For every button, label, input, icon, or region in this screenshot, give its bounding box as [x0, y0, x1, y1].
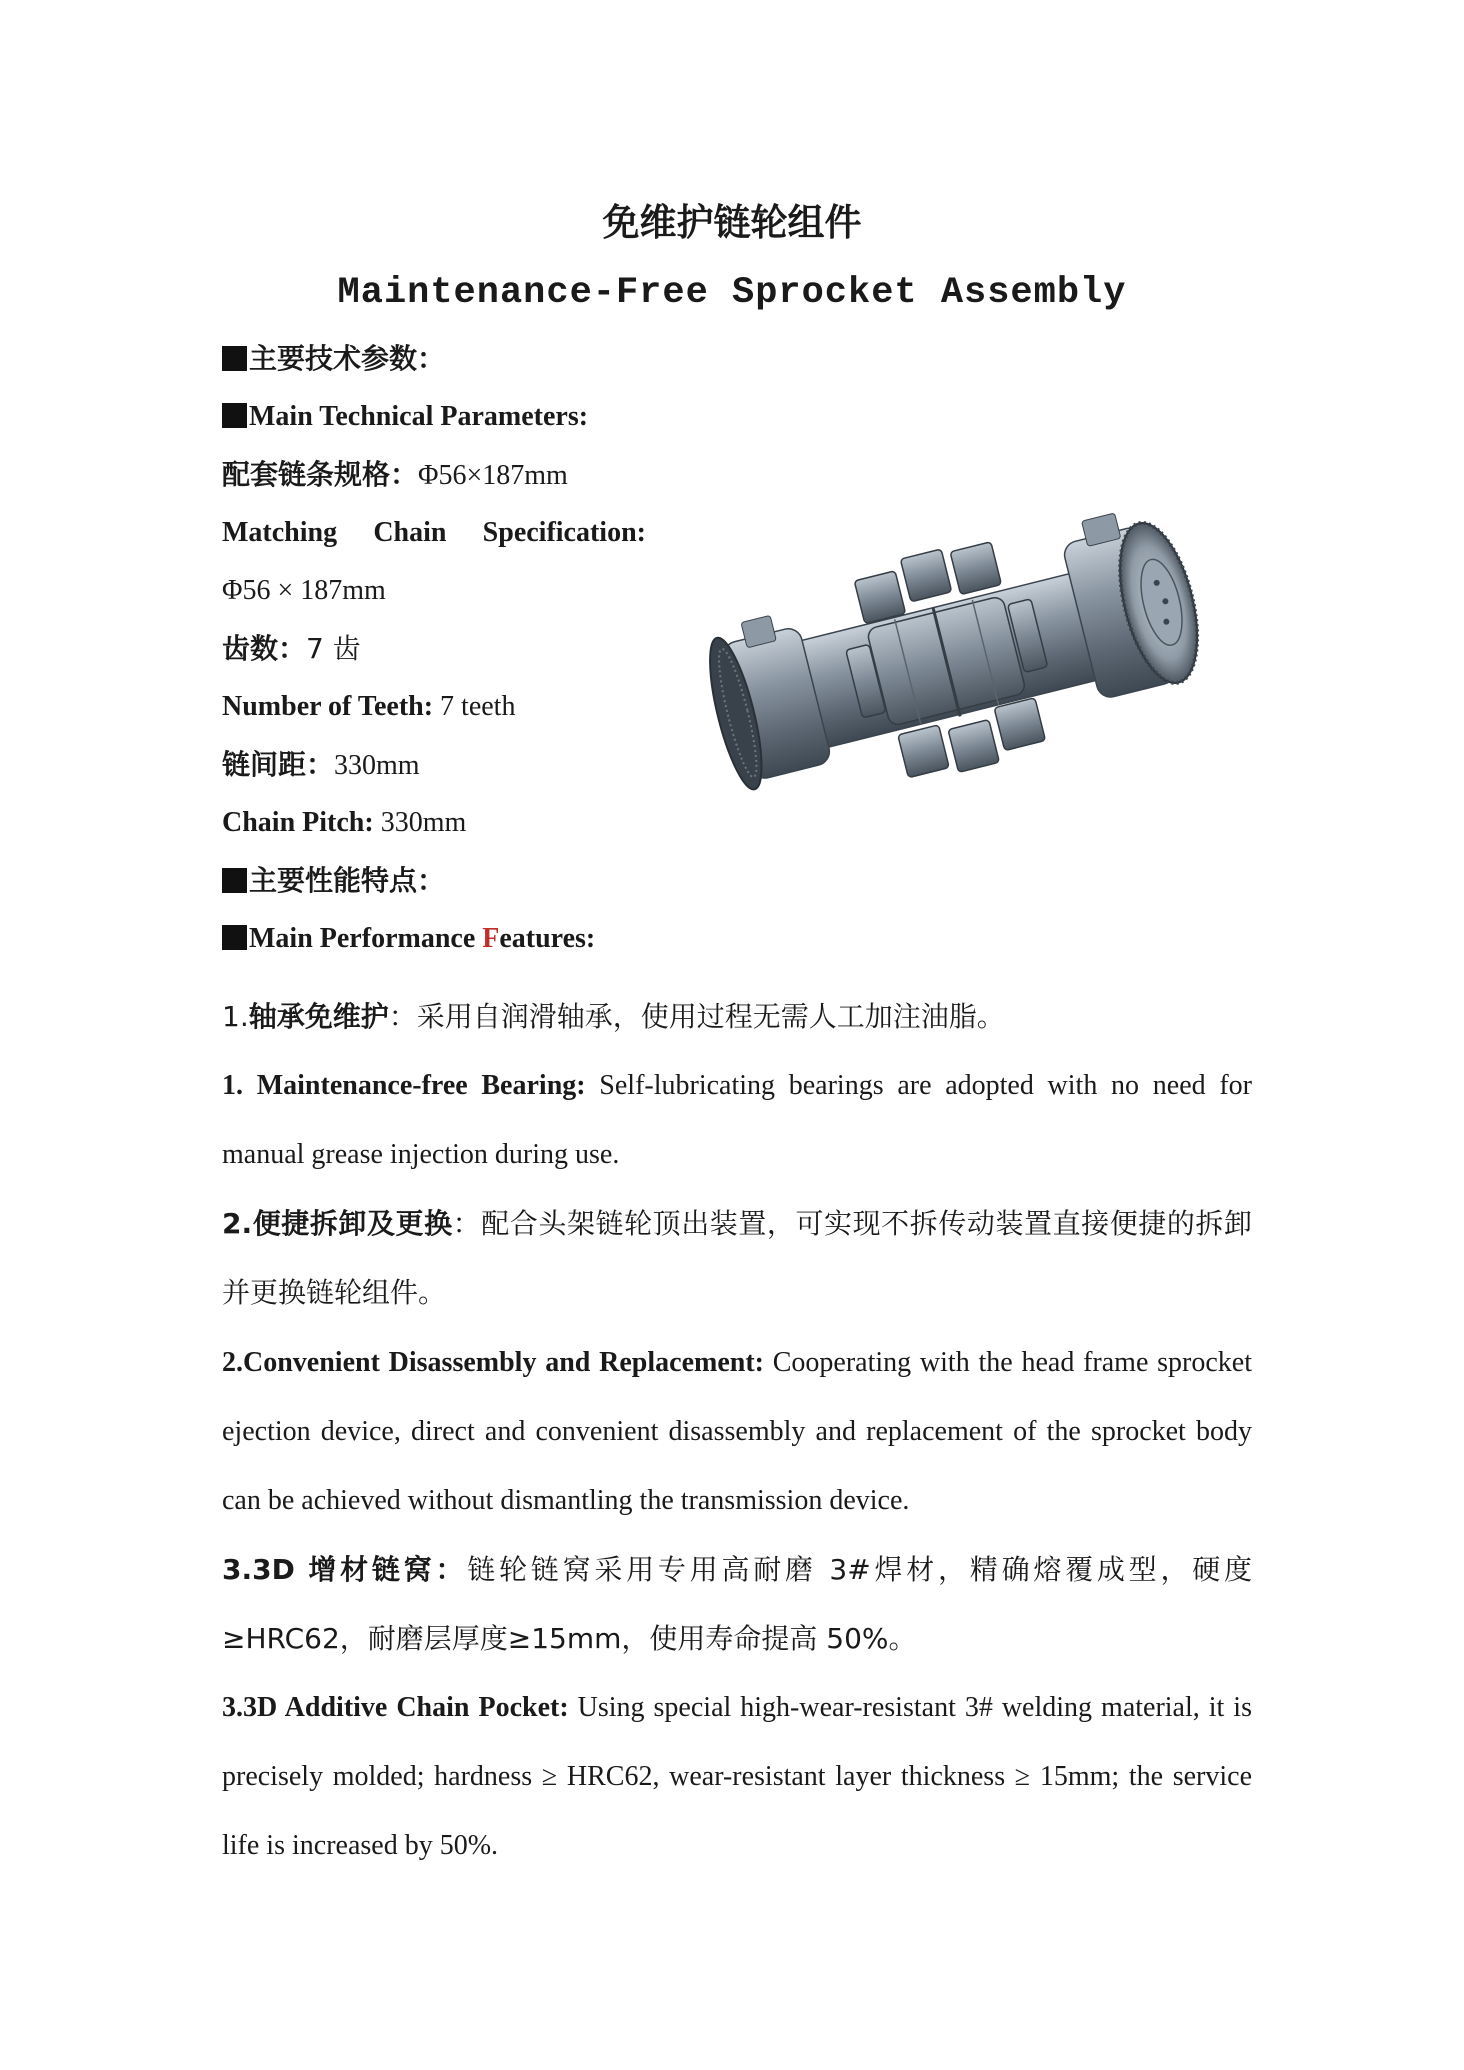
chain-spec-en-value: Φ56 × 187mm [222, 575, 386, 606]
feature-2-en: 2.Convenient Disassembly and Replacement: Cooperating with the head frame sprocket ejection device, direct and convenient disassembly and replacement of the sprocket body can be achieved without dismantling the transmission device. [222, 1347, 1252, 1516]
feature-3-cn: 3.3D 增材链窝：链轮链窝采用专用高耐磨 3#焊材，精确熔覆成型，硬度≥HRC62，耐磨层厚度≥15mm，使用寿命提高 50%。 [222, 1553, 1252, 1655]
feature-3-en: 3.3D Additive Chain Pocket: Using special high-wear-resistant 3# welding material, it is precisely molded; hardness ≥ HRC62, wear-resistant layer thickness ≥ 15mm; the service life is increased by 50%. [222, 1692, 1252, 1861]
params-heading-cn: 主要技术参数： [222, 342, 445, 376]
params-heading-en: Main Technical Parameters: [222, 400, 588, 434]
feature-1-en: 1. Maintenance-free Bearing: Self-lubricating bearings are adopted with no need for manual grease injection during use. [222, 1070, 1252, 1170]
teeth-en: Number of Teeth: 7 teeth [222, 691, 516, 722]
chain-spec-cn: 配套链条规格：Φ56×187mm [222, 458, 568, 491]
square-bullet-icon [222, 346, 247, 371]
sprocket-assembly-image [700, 495, 1200, 815]
square-bullet-icon [222, 925, 247, 950]
square-bullet-icon [222, 403, 247, 428]
feature-2-cn: 2.便捷拆卸及更换：配合头架链轮顶出装置，可实现不拆传动装置直接便捷的拆卸并更换链轮组件。 [222, 1207, 1252, 1309]
features-heading-cn: 主要性能特点： [222, 864, 445, 898]
features-heading-en: Main Performance Features: [222, 922, 595, 956]
pitch-en: Chain Pitch: 330mm [222, 807, 467, 838]
title-english: Maintenance-Free Sprocket Assembly [337, 272, 1127, 314]
teeth-cn: 齿数：7 齿 [222, 632, 361, 665]
feature-1-cn: 1.轴承免维护：采用自润滑轴承，使用过程无需人工加注油脂。 [222, 1000, 1005, 1033]
title-chinese: 免维护链轮组件 [602, 201, 862, 244]
pitch-cn: 链间距：330mm [222, 748, 420, 781]
chain-spec-en-label: Matching Chain Specification: [222, 517, 646, 548]
square-bullet-icon [222, 868, 247, 893]
